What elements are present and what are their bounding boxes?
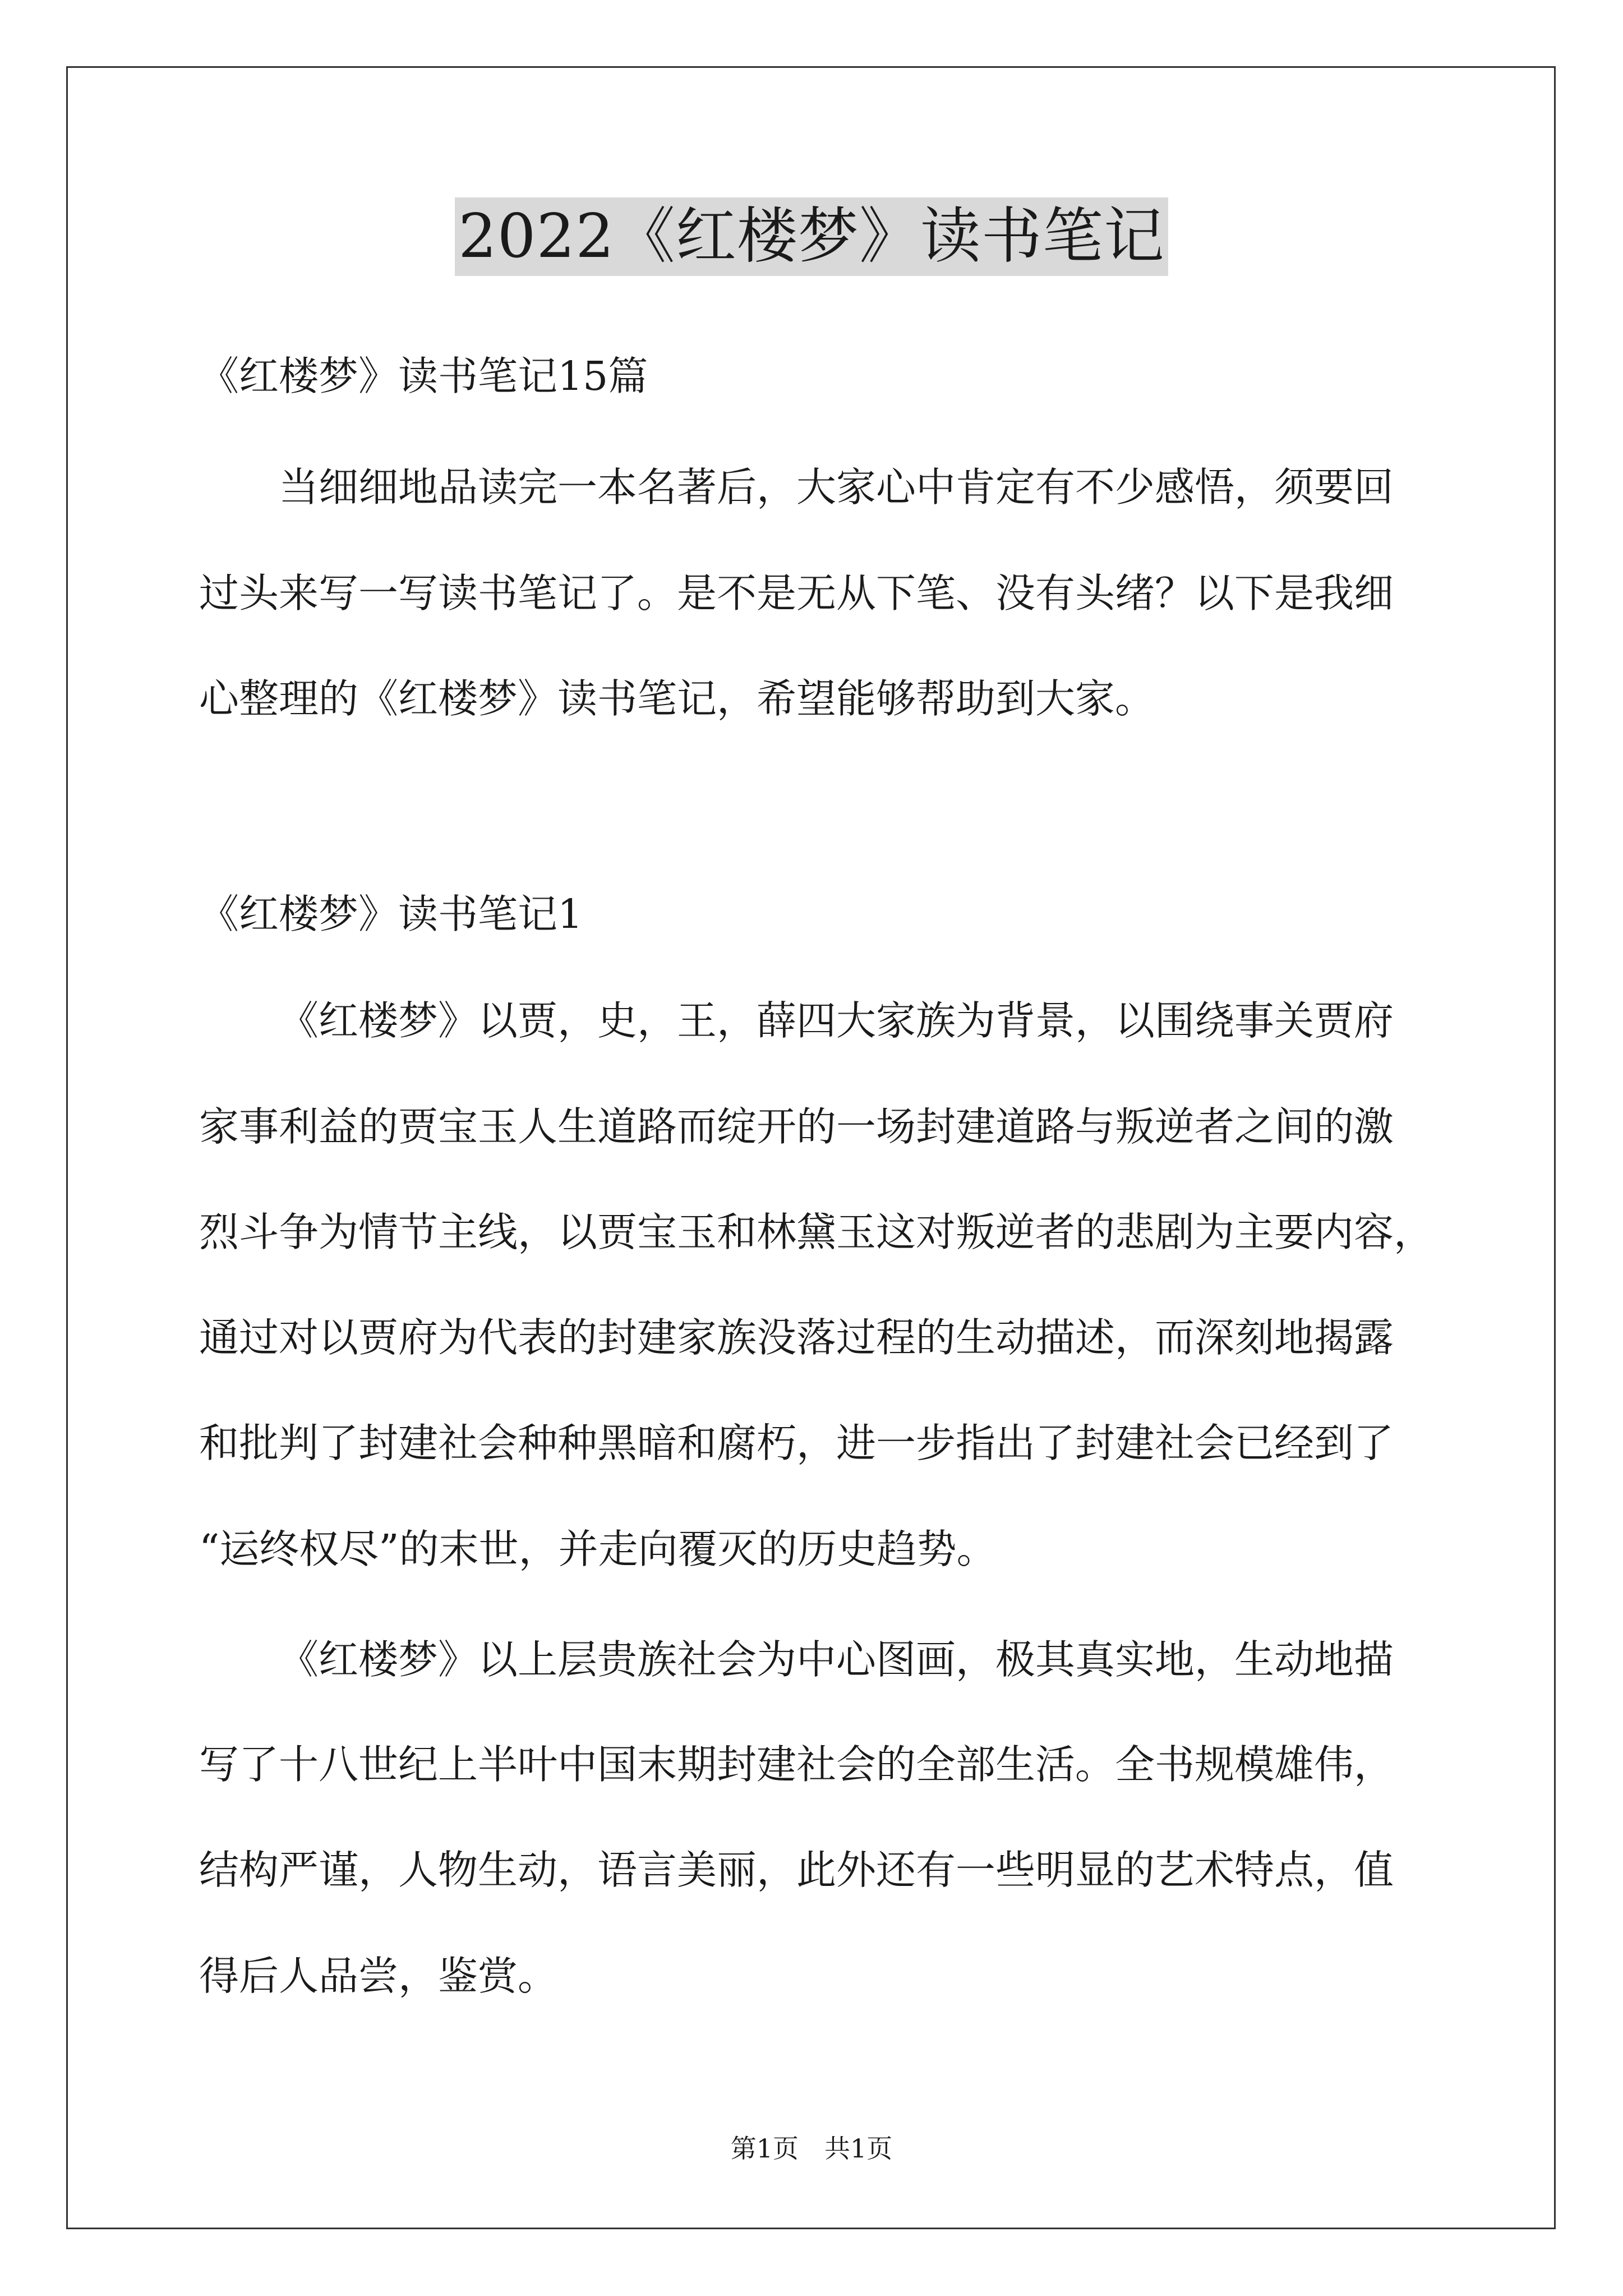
paragraph-line: 《红楼梦》以上层贵族社会为中心图画，极其真实地，生动地描: [279, 1636, 1394, 1683]
intro-line: 当细细地品读完一本名著后，大家心中肯定有不少感悟，须要回: [279, 464, 1394, 510]
title-container: [0, 197, 1623, 276]
paragraph-line: 写了十八世纪上半叶中国末期封建社会的全部生活。全书规模雄伟，: [199, 1741, 1394, 1788]
section-heading: 《红楼梦》读书笔记1: [199, 891, 583, 937]
paragraph-line: 《红楼梦》以贾，史，王，薛四大家族为背景，以围绕事关贾府: [279, 997, 1394, 1044]
paragraph-line: 和批判了封建社会种种黑暗和腐朽，进一步指出了封建社会已经到了: [199, 1420, 1394, 1466]
paragraph-line: 得后人品尝，鉴赏。: [199, 1953, 558, 1999]
paragraph-line: “运终权尽”的末世，并走向覆灭的历史趋势。: [199, 1526, 997, 1572]
page-number: 第1页 共1页: [730, 2133, 893, 2164]
intro-line: 过头来写一写读书笔记了。是不是无从下笔、没有头绪？以下是我细: [199, 570, 1394, 616]
paragraph-line: 通过对以贾府为代表的封建家族没落过程的生动描述，而深刻地揭露: [199, 1314, 1394, 1361]
paragraph-line: 烈斗争为情节主线，以贾宝玉和林黛玉这对叛逆者的悲剧为主要内容，: [199, 1209, 1434, 1255]
document-subtitle: 《红楼梦》读书笔记15篇: [199, 353, 648, 399]
paragraph-line: 结构严谨，人物生动，语言美丽，此外还有一些明显的艺术特点，值: [199, 1847, 1394, 1893]
paragraph-line: 家事利益的贾宝玉人生道路而绽开的一场封建道路与叛逆者之间的激: [199, 1103, 1394, 1150]
intro-line: 心整理的《红楼梦》读书笔记，希望能够帮助到大家。: [199, 675, 1155, 722]
document-title: 2022《红楼梦》读书笔记: [455, 197, 1168, 276]
